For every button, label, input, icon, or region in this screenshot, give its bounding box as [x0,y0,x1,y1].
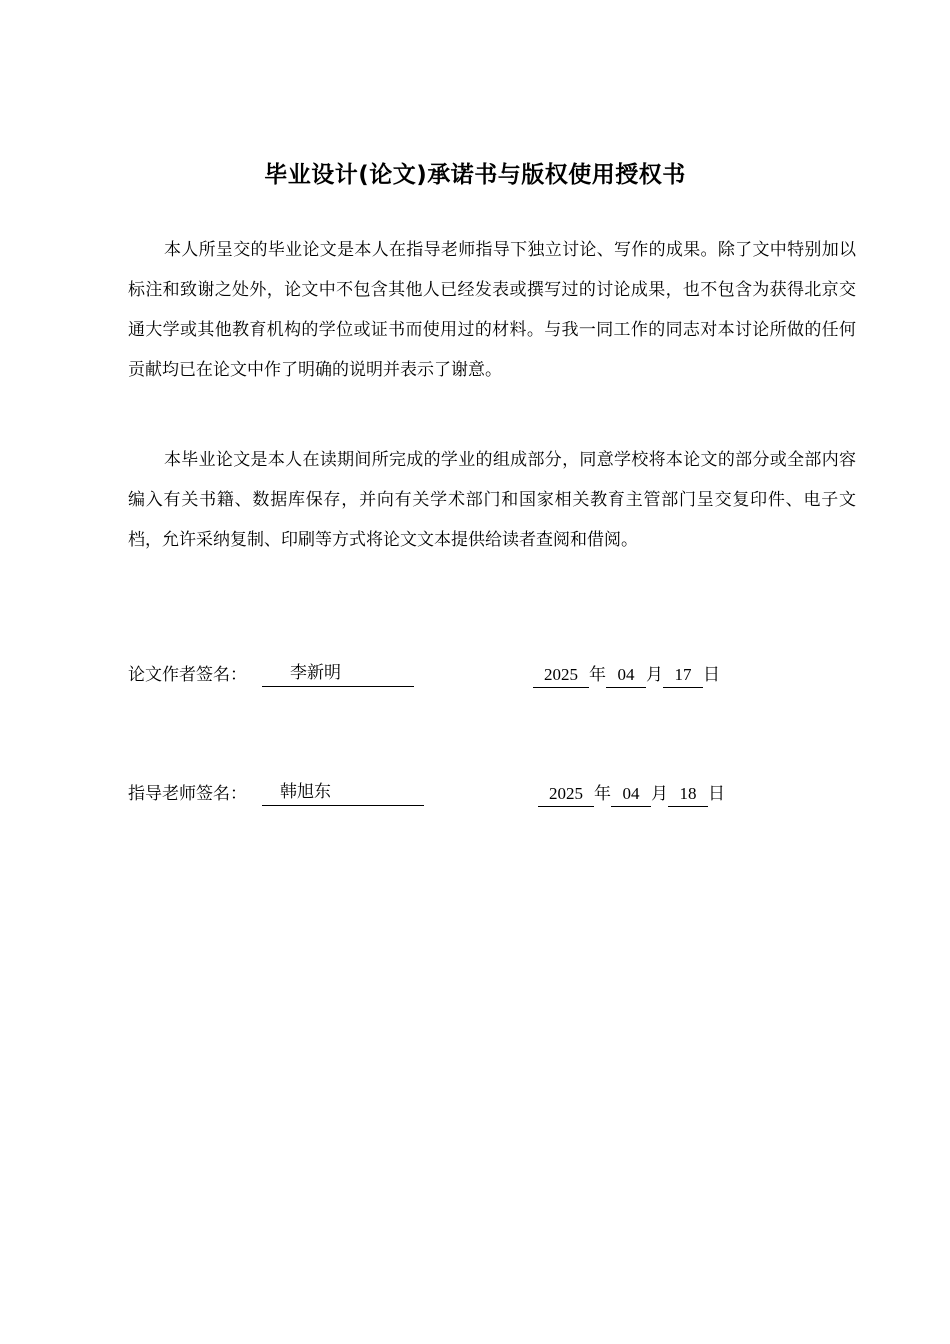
advisor-signature-date [538,779,725,809]
advisor-date-day-unit: 日 [708,784,725,804]
author-date-year-unit: 年 [589,665,606,685]
author-date-year: 2025 [533,662,589,688]
advisor-date-year-unit: 年 [594,784,611,804]
commitment-paragraph: 本人所呈交的毕业论文是本人在指导老师指导下独立讨论、写作的成果。除了文中特别加以标注和致谢之处外，论文中不包含其他人已经发表或撰写过的讨论成果，也不包含为获得北京交通大学或其他教育机构的学位或证书而使用过的材料。与我一同工作的同志对本讨论所做的任何贡献均已在论文中作了明确的说明并表示了谢意。 [128,240,856,380]
author-signature-label: 论文作者签名： [128,665,247,685]
author-date-day-unit: 日 [703,665,720,685]
author-date-month-unit: 月 [646,665,663,685]
author-signature-date [533,660,720,690]
document-title: 毕业设计(论文)承诺书与版权使用授权书 [264,162,686,188]
authorization-paragraph: 本毕业论文是本人在读期间所完成的学业的组成部分，同意学校将本论文的部分或全部内容编入有关书籍、数据库保存，并向有关学术部门和国家相关教育主管部门呈交复印件、电子文档，允许采纳复制、印刷等方式将论文文本提供给读者查阅和借阅。 [128,450,856,550]
advisor-signature-label: 指导老师签名： [128,784,247,804]
advisor-date-year: 2025 [538,781,594,807]
advisor-date-month: 04 [611,781,651,807]
author-date-month: 04 [606,662,646,688]
advisor-signature-row [128,779,856,809]
advisor-signature-name: 韩旭东 [262,779,424,806]
author-date-day: 17 [663,662,703,688]
author-signature-name: 李新明 [262,660,414,687]
advisor-date-month-unit: 月 [651,784,668,804]
author-signature-row [128,660,856,690]
advisor-date-day: 18 [668,781,708,807]
